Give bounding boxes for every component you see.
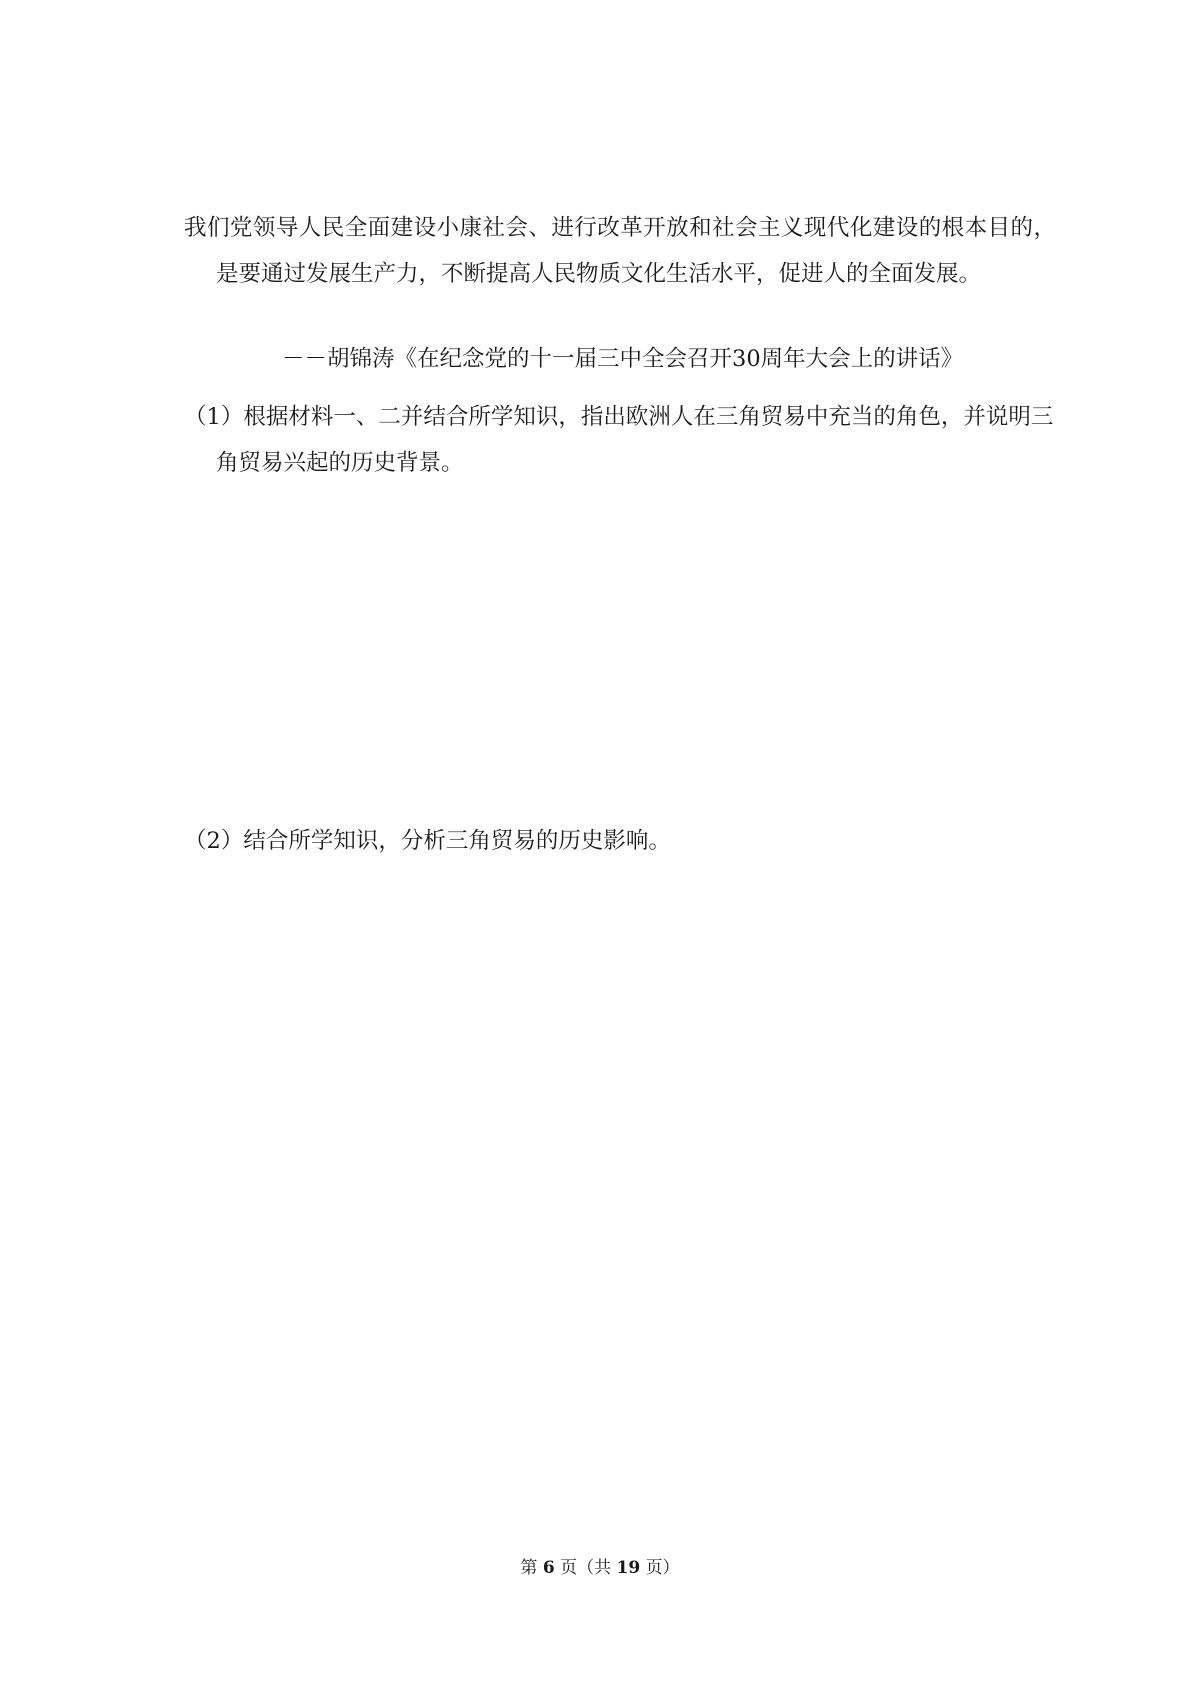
footer-total-pages: 19	[616, 1558, 641, 1578]
footer-middle: 页（共	[560, 1558, 612, 1578]
question-1: （1）根据材料一、二并结合所学知识，指出欧洲人在三角贸易中充当的角色，并说明三角贸易兴起的历史背景。	[184, 404, 1054, 476]
page-footer	[0, 1560, 1200, 1577]
footer-page-number: 6	[542, 1558, 555, 1578]
footer-prefix: 第	[520, 1558, 538, 1578]
footer-suffix: 页）	[645, 1558, 680, 1578]
question-2: （2）结合所学知识，分析三角贸易的历史影响。	[184, 828, 671, 854]
material-paragraph: 我们党领导人民全面建设小康社会、进行改革开放和社会主义现代化建设的根本目的，是要通过发展生产力，不断提高人民物质文化生活水平，促进人的全面发展。	[184, 215, 1056, 287]
material-source: －－胡锦涛《在纪念党的十一届三中全会召开30周年大会上的讲话》	[282, 346, 964, 372]
